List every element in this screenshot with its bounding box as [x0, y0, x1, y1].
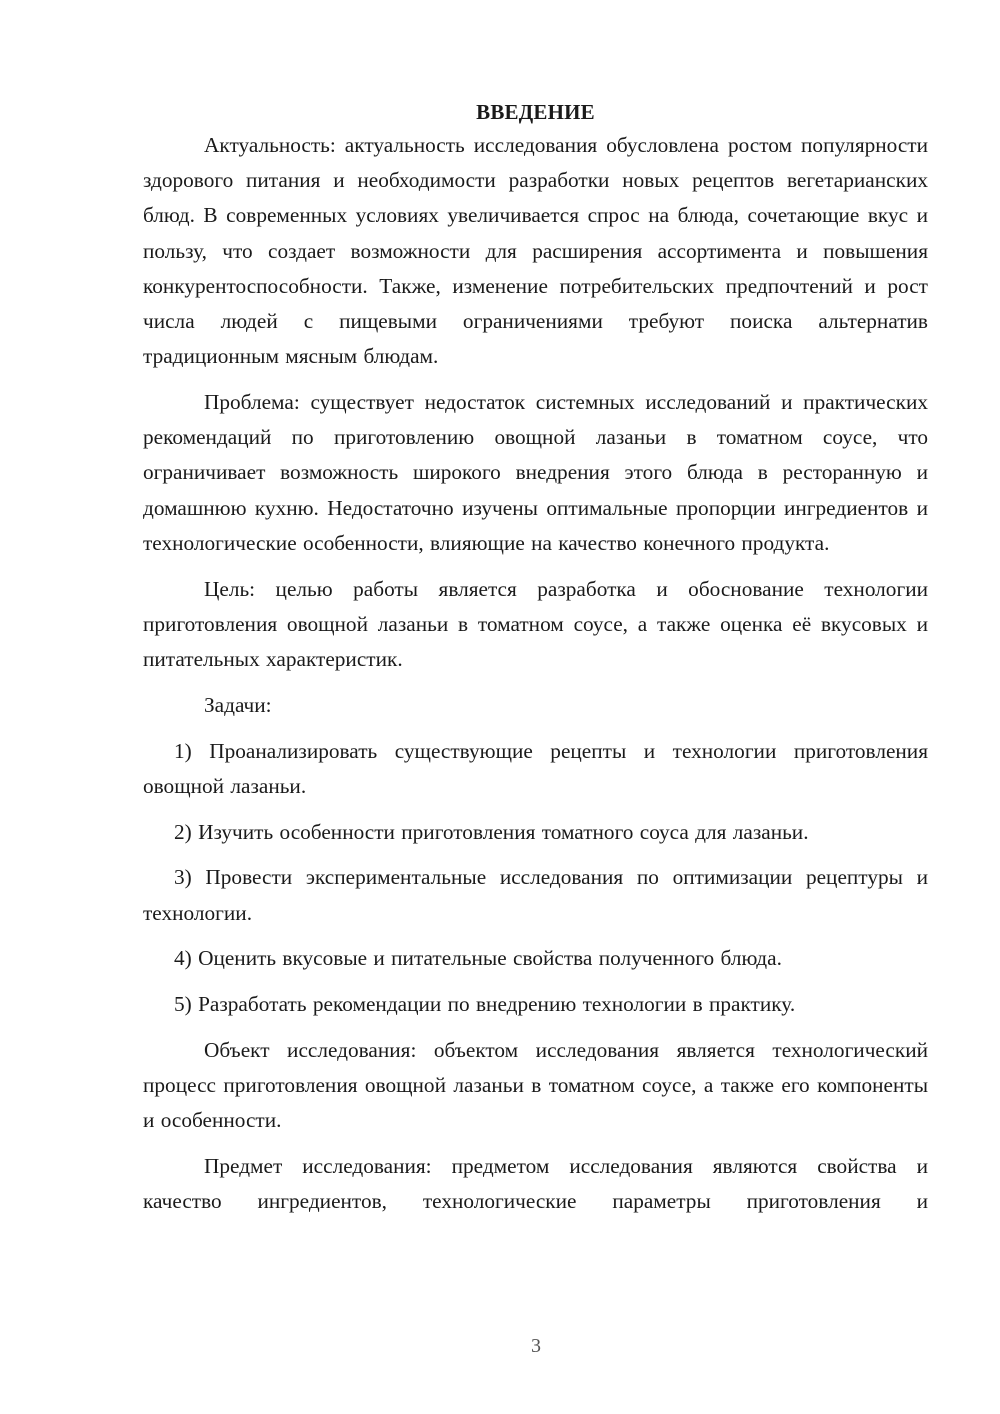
page-number: 3	[531, 1335, 541, 1357]
paragraph-relevance: Актуальность: актуальность исследования обусловлена ростом популярности здорового питания и необходимости разработки новых рецептов вегетарианских блюд. В современных условиях увеличивается спрос на блюда, сочетающие вкус и пользу, что создает возможности для расширения ассортимента и повышения конкурентоспособности. Также, изменение потребительских предпочтений и рост числа людей с пищевыми ограничениями требуют поиска альтернатив традиционным мясным блюдам.	[143, 133, 928, 369]
paragraph-subject: Предмет исследования: предметом исследования являются свойства и качество ингредиентов, технологические параметры приготовления и	[143, 1154, 928, 1214]
paragraph-object: Объект исследования: объектом исследования является технологический процесс приготовления овощной лазаньи в томатном соусе, а также его компоненты и особенности.	[143, 1038, 928, 1133]
task-item-5: 5) Разработать рекомендации по внедрению технологии в практику.	[174, 992, 796, 1017]
task-item-4: 4) Оценить вкусовые и питательные свойства полученного блюда.	[174, 946, 782, 971]
task-item-1: 1) Проанализировать существующие рецепты и технологии приготовления овощной лазаньи.	[143, 738, 928, 798]
document-page	[143, 96, 928, 1220]
section-title: ВВЕДЕНИЕ	[476, 100, 595, 124]
task-item-2: 2) Изучить особенности приготовления томатного соуса для лазаньи.	[174, 819, 809, 844]
paragraph-goal: Цель: целью работы является разработка и обоснование технологии приготовления овощной лазаньи в томатном соусе, а также оценка её вкусовых и питательных характеристик.	[143, 576, 928, 672]
paragraph-problem: Проблема: существует недостаток системных исследований и практических рекомендаций по приготовлению овощной лазаньи в томатном соусе, что ограничивает возможность широкого внедрения этого блюда в ресторанную и домашнюю кухню. Недостаточно изучены оптимальные пропорции ингредиентов и технологические особенности, влияющие на качество конечного продукта.	[143, 390, 928, 555]
task-item-3: 3) Провести экспериментальные исследования по оптимизации рецептуры и технологии.	[143, 865, 928, 925]
paragraph-tasks-heading: Задачи:	[204, 692, 272, 717]
